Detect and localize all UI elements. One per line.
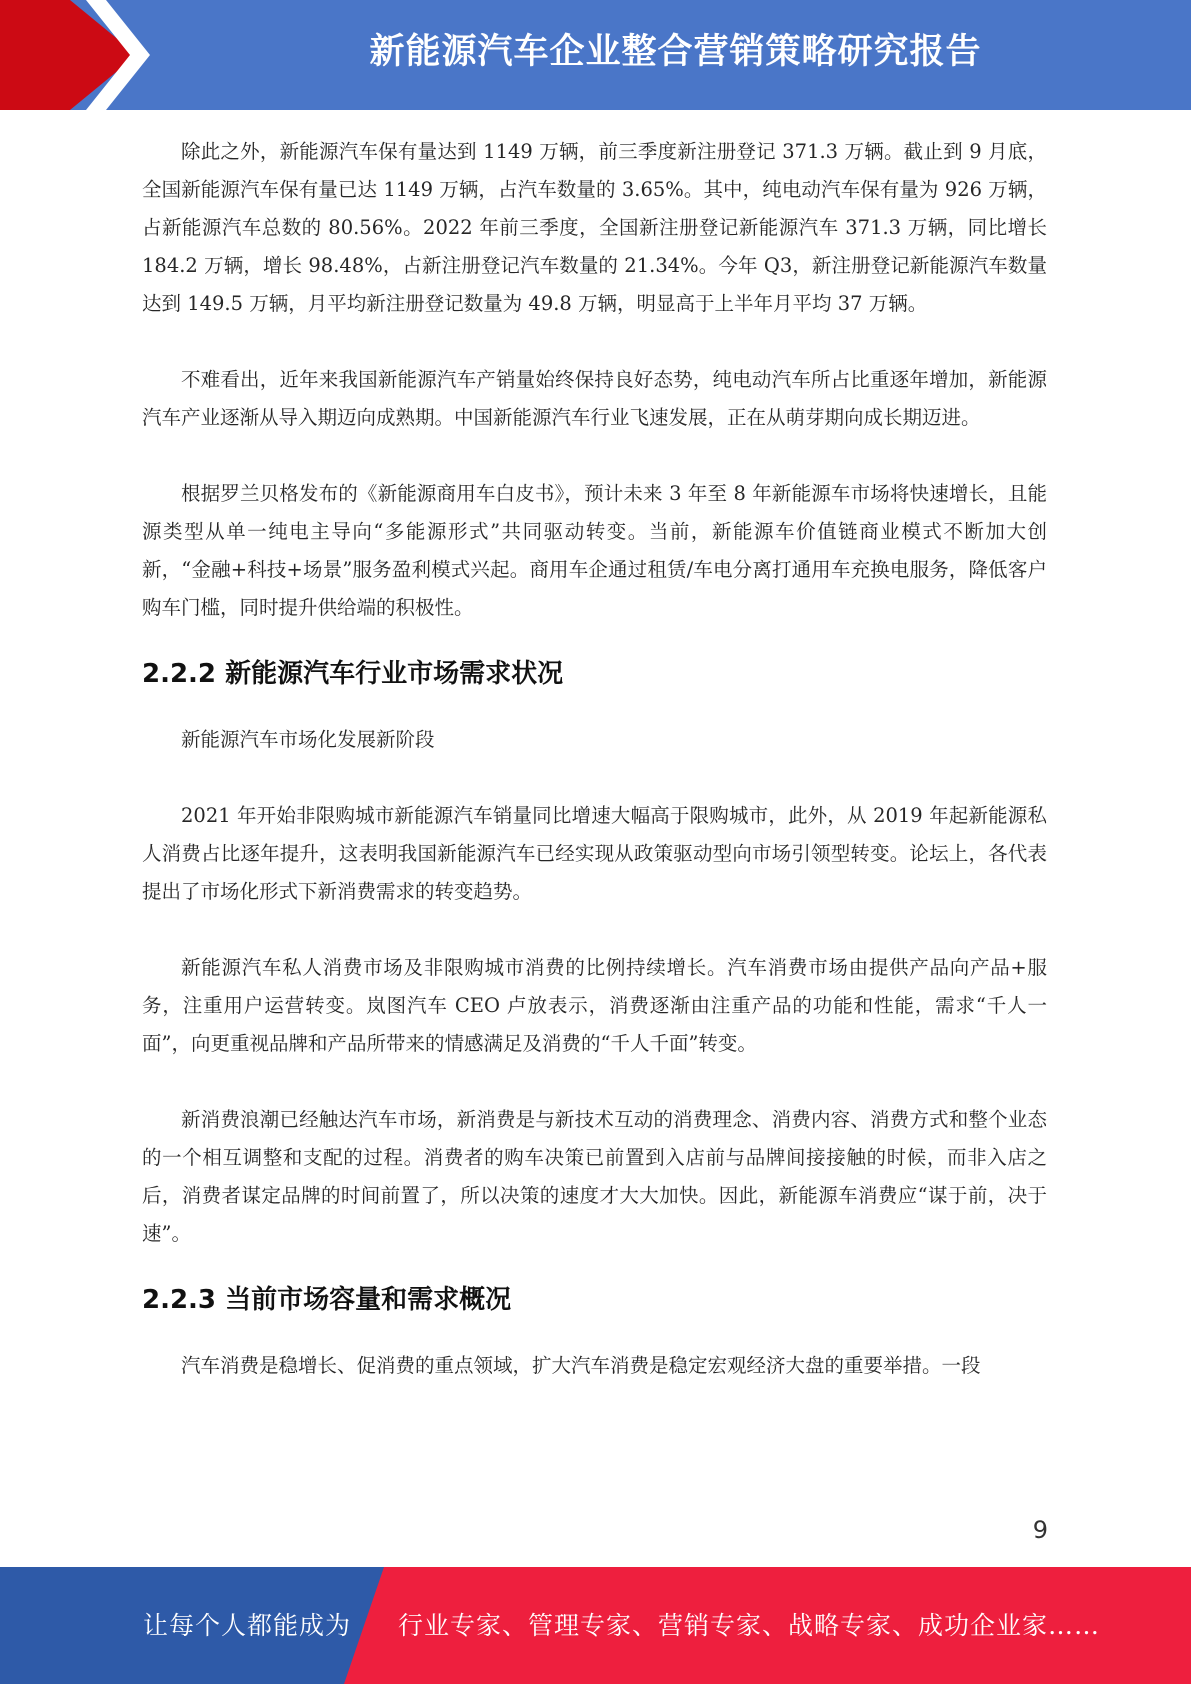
- document-body: [142, 133, 1047, 1385]
- paragraph-vehicle-ownership: 除此之外，新能源汽车保有量达到 1149 万辆，前三季度新注册登记 371.3 万辆。截止到 9 月底，全国新能源汽车保有量已达 1149 万辆，占汽车数量的 3.65%。其中，纯电动汽车保有量为 926 万辆，占新能源汽车总数的 80.56%。2022 年前三季度，全国新注册登记新能源汽车 371.3 万辆，同比增长 184.2 万辆，增长 98.48%，占新注册登记汽车数量的 21.34%。今年 Q3，新注册登记新能源汽车数量达到 149.5 万辆，月平均新注册登记数量为 49.8 万辆，明显高于上半年月平均 37 万辆。: [142, 140, 1047, 315]
- paragraph-auto-consumption: 汽车消费是稳增长、促消费的重点领域，扩大汽车消费是稳定宏观经济大盘的重要举措。一段: [181, 1354, 981, 1377]
- footer-slogan-right: 行业专家、管理专家、营销专家、战略专家、成功企业家……: [398, 1611, 1101, 1640]
- section-heading-2-2-2: 2.2.2 新能源汽车行业市场需求状况: [142, 659, 564, 689]
- paragraph-non-restricted-cities: 2021 年开始非限购城市新能源汽车销量同比增速大幅高于限购城市，此外，从 2019 年起新能源私人消费占比逐年提升，这表明我国新能源汽车已经实现从政策驱动型向市场引领型转变。论坛上，各代表提出了市场化形式下新消费需求的转变趋势。: [142, 804, 1047, 903]
- report-title: 新能源汽车企业整合营销策略研究报告: [369, 32, 982, 72]
- paragraph-subtitle-market-stage: 新能源汽车市场化发展新阶段: [181, 728, 435, 751]
- paragraph-private-consumption: 新能源汽车私人消费市场及非限购城市消费的比例持续增长。汽车消费市场由提供产品向产品+服务，注重用户运营转变。岚图汽车 CEO 卢放表示，消费逐渐由注重产品的功能和性能，需求“千人一面”，向更重视品牌和产品所带来的情感满足及消费的“千人千面”转变。: [142, 956, 1047, 1055]
- page-footer: [0, 1567, 1191, 1684]
- paragraph-new-consumption-wave: 新消费浪潮已经触达汽车市场，新消费是与新技术互动的消费理念、消费内容、消费方式和整个业态的一个相互调整和支配的过程。消费者的购车决策已前置到入店前与品牌间接接触的时候，而非入店之后，消费者谋定品牌的时间前置了，所以决策的速度才大大加快。因此，新能源车消费应“谋于前，决于速”。: [142, 1108, 1047, 1245]
- page-header: [0, 0, 1191, 110]
- paragraph-whitepaper-forecast: 根据罗兰贝格发布的《新能源商用车白皮书》，预计未来 3 年至 8 年新能源车市场将快速增长，且能源类型从单一纯电主导向“多能源形式”共同驱动转变。当前，新能源车价值链商业模式不断加大创新，“金融+科技+场景”服务盈利模式兴起。商用车企通过租赁/车电分离打通用车充换电服务，降低客户购车门槛，同时提升供给端的积极性。: [142, 482, 1047, 619]
- page-number: 9: [1032, 1516, 1048, 1544]
- paragraph-industry-trend: 不难看出，近年来我国新能源汽车产销量始终保持良好态势，纯电动汽车所占比重逐年增加，新能源汽车产业逐渐从导入期迈向成熟期。中国新能源汽车行业飞速发展，正在从萌芽期向成长期迈进。: [142, 368, 1047, 429]
- section-heading-2-2-3: 2.2.3 当前市场容量和需求概况: [142, 1285, 512, 1315]
- footer-slogan-left: 让每个人都能成为: [143, 1611, 352, 1640]
